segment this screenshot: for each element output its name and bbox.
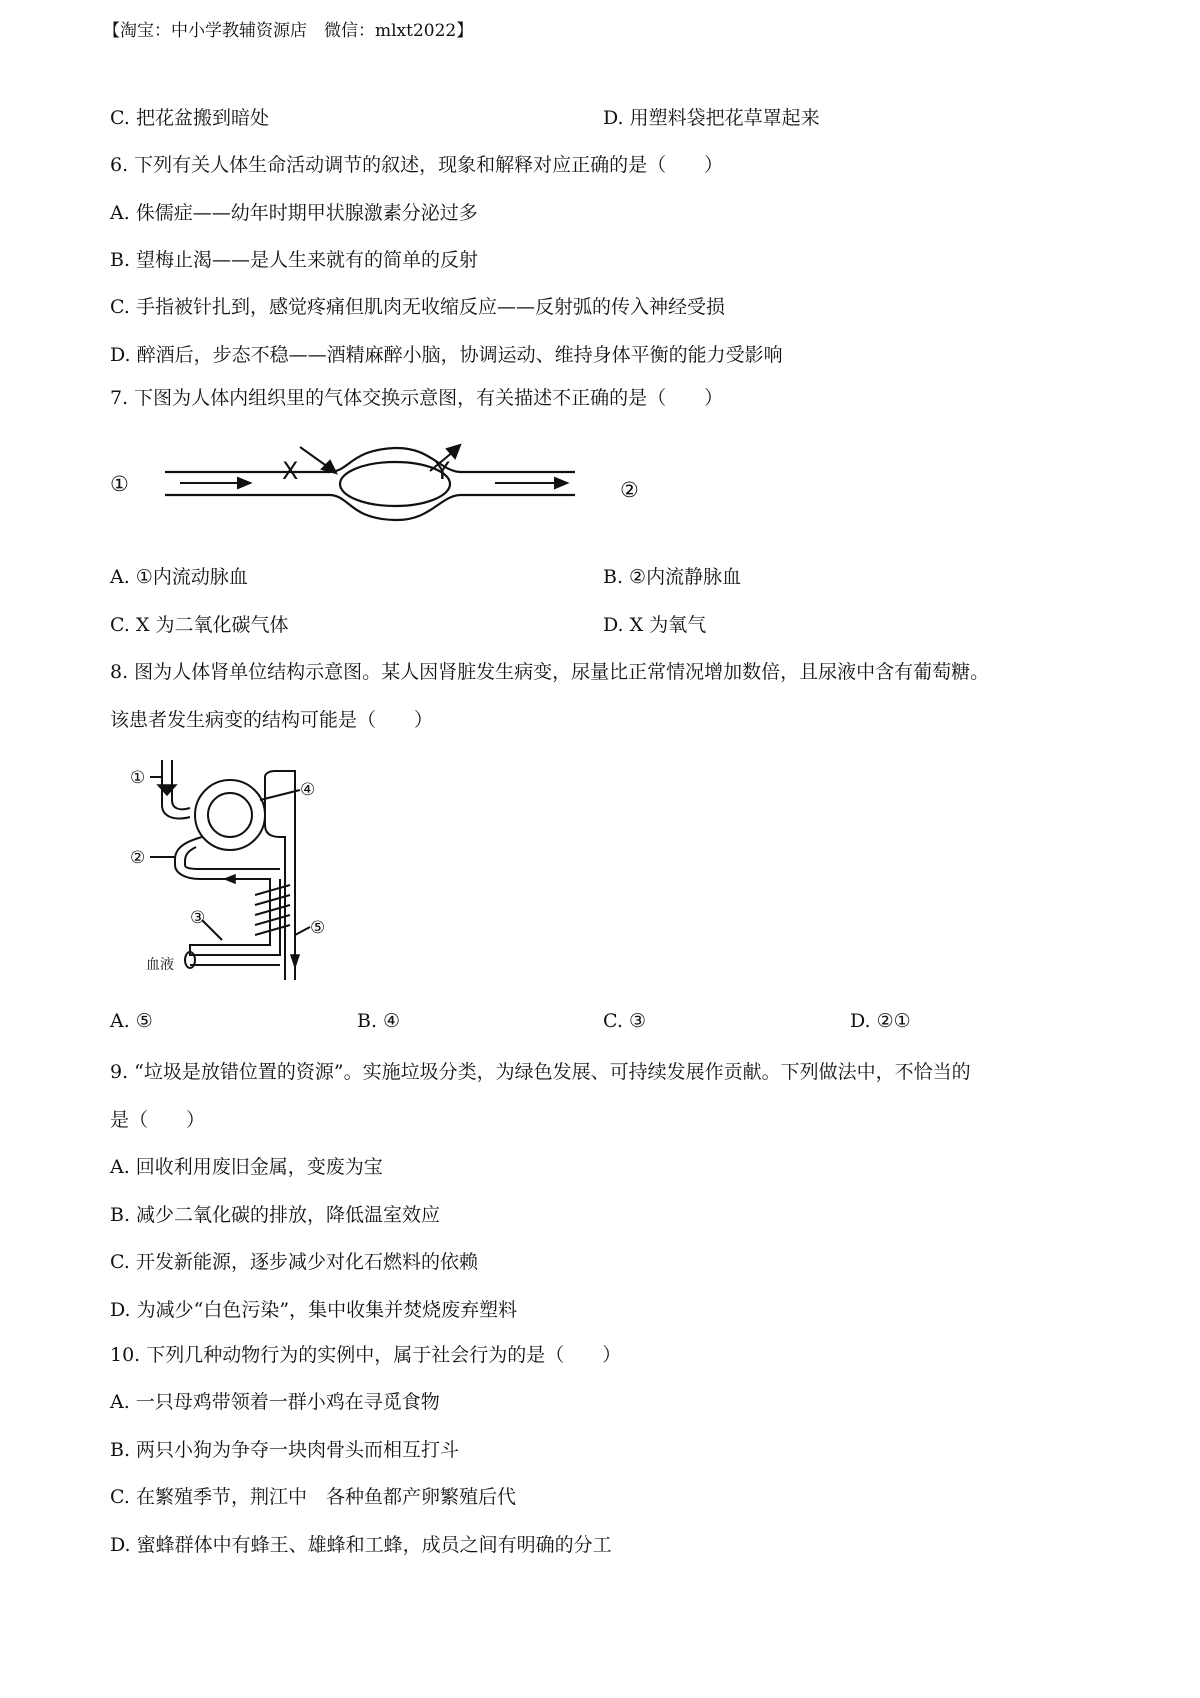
nephron-diagram — [130, 755, 340, 990]
q8-option-b: B. ④ — [357, 1010, 401, 1032]
fig-label-2: ② — [130, 848, 146, 868]
fig-label-blood: 血液 — [146, 957, 174, 973]
q6-option-b: B. 望梅止渴——是人生来就有的简单的反射 — [110, 249, 479, 271]
q6-option-a: A. 侏儒症——幼年时期甲状腺激素分泌过多 — [110, 202, 478, 224]
q10-stem: 10. 下列几种动物行为的实例中，属于社会行为的是（ ） — [110, 1344, 622, 1366]
q8-stem-line1: 8. 图为人体肾单位结构示意图。某人因肾脏发生病变，尿量比正常情况增加数倍，且尿液中含有葡萄糖。 — [110, 661, 990, 683]
page-header-watermark: 【淘宝：中小学教辅资源店 微信：mlxt2022】 — [103, 21, 474, 41]
fig-label-1: ① — [130, 768, 146, 788]
q10-option-b: B. 两只小狗为争夺一块肉骨头而相互打斗 — [110, 1439, 460, 1461]
q9-option-b: B. 减少二氧化碳的排放，降低温室效应 — [110, 1204, 441, 1226]
q10-option-d: D. 蜜蜂群体中有蜂王、雄蜂和工蜂，成员之间有明确的分工 — [110, 1534, 612, 1556]
q7-option-b: B. ②内流静脉血 — [603, 566, 742, 588]
q10-option-a: A. 一只母鸡带领着一群小鸡在寻觅食物 — [110, 1391, 440, 1413]
q9-stem-line2: 是（ ） — [110, 1109, 206, 1131]
q8-option-c: C. ③ — [603, 1010, 646, 1032]
fig-label-4: ④ — [300, 780, 316, 800]
q7-option-a: A. ①内流动脉血 — [110, 566, 248, 588]
q5-option-d: D. 用塑料袋把花草罩起来 — [603, 107, 820, 129]
q9-option-d: D. 为减少“白色污染”，集中收集并焚烧废弃塑料 — [110, 1299, 518, 1321]
q7-option-c: C. X 为二氧化碳气体 — [110, 614, 289, 636]
q6-option-c: C. 手指被针扎到，感觉疼痛但肌肉无收缩反应——反射弧的传入神经受损 — [110, 296, 725, 318]
q9-stem-line1: 9. “垃圾是放错位置的资源”。实施垃圾分类，为绿色发展、可持续发展作贡献。下列做法中，不恰当的 — [110, 1061, 971, 1083]
gas-exchange-diagram — [110, 435, 650, 535]
fig-label-5: ⑤ — [310, 918, 326, 938]
q6-option-d: D. 醉酒后，步态不稳——酒精麻醉小脑，协调运动、维持身体平衡的能力受影响 — [110, 344, 783, 366]
q9-option-c: C. 开发新能源，逐步减少对化石燃料的依赖 — [110, 1251, 478, 1273]
q5-option-c: C. 把花盆搬到暗处 — [110, 107, 269, 129]
fig-label-y: Y — [435, 457, 450, 485]
fig-label-x: X — [282, 457, 299, 485]
q8-option-a: A. ⑤ — [110, 1010, 153, 1032]
q8-stem-line2: 该患者发生病变的结构可能是（ ） — [110, 709, 434, 731]
fig-label-1: ① — [110, 472, 129, 496]
q7-stem: 7. 下图为人体内组织里的气体交换示意图，有关描述不正确的是（ ） — [110, 387, 724, 409]
q6-stem: 6. 下列有关人体生命活动调节的叙述，现象和解释对应正确的是（ ） — [110, 154, 724, 176]
q7-option-d: D. X 为氧气 — [603, 614, 707, 636]
q8-option-d: D. ②① — [850, 1010, 911, 1032]
fig-label-3: ③ — [190, 908, 206, 928]
fig-label-2: ② — [620, 478, 639, 502]
q9-option-a: A. 回收利用废旧金属，变废为宝 — [110, 1156, 383, 1178]
q10-option-c: C. 在繁殖季节，荆江中 各种鱼都产卵繁殖后代 — [110, 1486, 516, 1508]
